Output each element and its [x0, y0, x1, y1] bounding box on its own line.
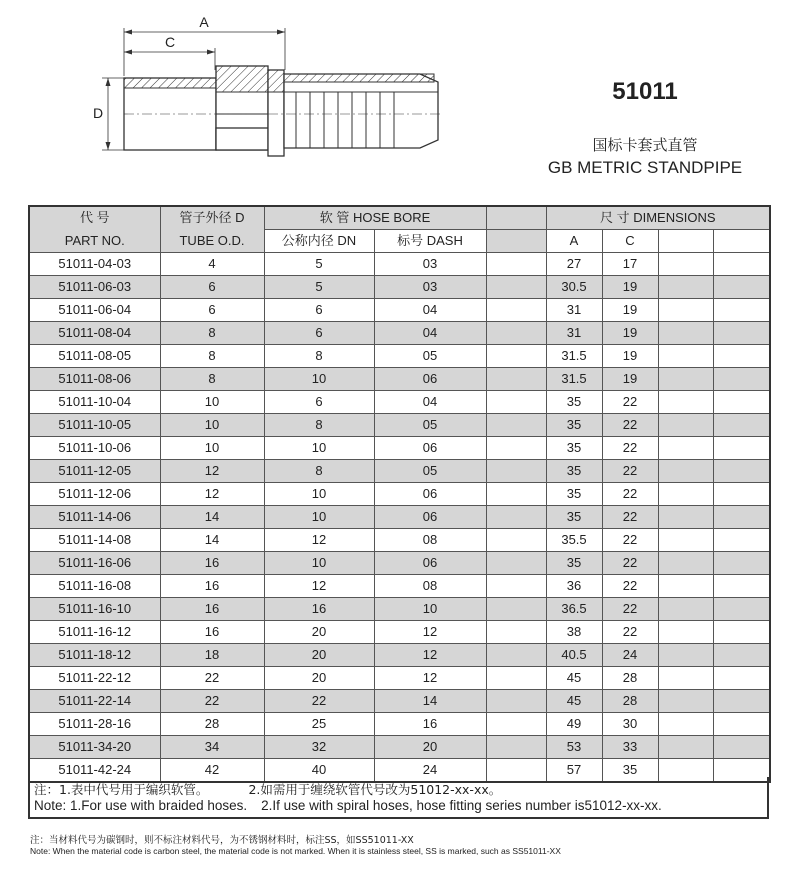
cell-part: 51011-10-04	[29, 391, 160, 414]
cell-dn: 20	[264, 644, 374, 667]
cell-tube: 8	[160, 368, 264, 391]
table-row	[29, 621, 770, 644]
dim-d-label: D	[92, 105, 104, 121]
cell-dash: 12	[374, 621, 486, 644]
cell-a: 45	[546, 690, 602, 713]
cell-tube: 42	[160, 759, 264, 783]
cell-dn: 12	[264, 575, 374, 598]
cell-empty	[658, 368, 713, 391]
cell-empty	[486, 621, 546, 644]
cell-dn: 8	[264, 460, 374, 483]
cell-c: 19	[602, 345, 658, 368]
cell-empty	[486, 345, 546, 368]
cell-empty	[486, 391, 546, 414]
cell-empty	[713, 621, 770, 644]
cell-c: 19	[602, 299, 658, 322]
cell-dash: 04	[374, 299, 486, 322]
header-code-en: PART NO.	[29, 230, 160, 253]
cell-dash: 06	[374, 483, 486, 506]
header-dim-a: A	[546, 230, 602, 253]
cell-c: 22	[602, 460, 658, 483]
cell-tube: 18	[160, 644, 264, 667]
cell-dn: 8	[264, 414, 374, 437]
cell-c: 28	[602, 690, 658, 713]
cell-empty	[658, 621, 713, 644]
cell-dn: 10	[264, 552, 374, 575]
dim-a-label: A	[199, 14, 209, 30]
cell-c: 22	[602, 598, 658, 621]
cell-a: 35	[546, 460, 602, 483]
cell-c: 19	[602, 322, 658, 345]
cell-empty	[713, 506, 770, 529]
cell-a: 35	[546, 506, 602, 529]
cell-empty	[713, 391, 770, 414]
cell-dn: 6	[264, 391, 374, 414]
cell-dn: 10	[264, 437, 374, 460]
cell-dash: 20	[374, 736, 486, 759]
fitting-drawing	[0, 0, 520, 200]
cell-empty	[713, 667, 770, 690]
header-dimensions: 尺 寸 DIMENSIONS	[546, 206, 770, 230]
cell-empty	[658, 713, 713, 736]
cell-empty	[658, 690, 713, 713]
cell-part: 51011-16-12	[29, 621, 160, 644]
cell-empty	[658, 391, 713, 414]
table-row	[29, 414, 770, 437]
cell-empty	[658, 598, 713, 621]
cell-dash: 08	[374, 575, 486, 598]
cell-a: 49	[546, 713, 602, 736]
cell-dn: 20	[264, 667, 374, 690]
cell-dash: 06	[374, 368, 486, 391]
table-row	[29, 529, 770, 552]
cell-empty	[713, 575, 770, 598]
cell-empty	[713, 552, 770, 575]
cell-tube: 12	[160, 483, 264, 506]
cell-empty	[486, 276, 546, 299]
cell-c: 17	[602, 253, 658, 276]
cell-dash: 12	[374, 667, 486, 690]
cell-tube: 8	[160, 345, 264, 368]
cell-c: 19	[602, 368, 658, 391]
cell-dn: 10	[264, 506, 374, 529]
cell-empty	[486, 552, 546, 575]
cell-part: 51011-16-06	[29, 552, 160, 575]
cell-empty	[486, 598, 546, 621]
cell-empty	[713, 322, 770, 345]
cell-tube: 16	[160, 598, 264, 621]
cell-empty	[658, 506, 713, 529]
header-blank-2	[486, 230, 546, 253]
cell-a: 45	[546, 667, 602, 690]
note-en-1: Note: 1.For use with braided hoses.	[34, 798, 248, 813]
cell-dash: 04	[374, 391, 486, 414]
cell-empty	[713, 299, 770, 322]
cell-dn: 40	[264, 759, 374, 783]
cell-c: 22	[602, 506, 658, 529]
cell-a: 30.5	[546, 276, 602, 299]
cell-a: 53	[546, 736, 602, 759]
cell-part: 51011-42-24	[29, 759, 160, 783]
header-blank	[486, 206, 546, 230]
title-english: GB METRIC STANDPIPE	[547, 158, 743, 177]
cell-empty	[486, 529, 546, 552]
cell-dn: 10	[264, 483, 374, 506]
cell-dn: 10	[264, 368, 374, 391]
cell-c: 22	[602, 529, 658, 552]
cell-empty	[713, 644, 770, 667]
cell-c: 28	[602, 667, 658, 690]
table-row	[29, 391, 770, 414]
header-row-2	[29, 230, 770, 253]
cell-tube: 16	[160, 552, 264, 575]
cell-empty	[658, 276, 713, 299]
header-blank-4	[713, 230, 770, 253]
cell-empty	[658, 437, 713, 460]
cell-empty	[713, 276, 770, 299]
cell-c: 22	[602, 552, 658, 575]
cell-empty	[486, 644, 546, 667]
cell-empty	[713, 253, 770, 276]
footer-note-chinese: 注：当材料代号为碳钢时，则不标注材料代号，为不锈钢材料时，标注SS，如SS51011-XX	[30, 835, 414, 846]
cell-empty	[486, 506, 546, 529]
cell-part: 51011-16-08	[29, 575, 160, 598]
cell-tube: 10	[160, 391, 264, 414]
cell-c: 19	[602, 276, 658, 299]
specification-table	[28, 205, 771, 783]
cell-part: 51011-06-04	[29, 299, 160, 322]
table-row	[29, 299, 770, 322]
cell-empty	[486, 575, 546, 598]
cell-empty	[658, 345, 713, 368]
cell-dash: 06	[374, 552, 486, 575]
table-row	[29, 253, 770, 276]
cell-a: 31	[546, 299, 602, 322]
cell-part: 51011-34-20	[29, 736, 160, 759]
cell-empty	[713, 437, 770, 460]
cell-part: 51011-12-06	[29, 483, 160, 506]
cell-tube: 10	[160, 414, 264, 437]
table-row	[29, 713, 770, 736]
table-row	[29, 460, 770, 483]
cell-dn: 6	[264, 322, 374, 345]
cell-part: 51011-08-06	[29, 368, 160, 391]
cell-tube: 16	[160, 621, 264, 644]
header-hose-bore: 软 管 HOSE BORE	[264, 206, 486, 230]
cell-empty	[486, 460, 546, 483]
cell-tube: 8	[160, 322, 264, 345]
cell-empty	[713, 460, 770, 483]
cell-dash: 03	[374, 276, 486, 299]
cell-a: 40.5	[546, 644, 602, 667]
cell-empty	[486, 667, 546, 690]
header-row-1	[29, 206, 770, 230]
cell-part: 51011-06-03	[29, 276, 160, 299]
cell-part: 51011-08-05	[29, 345, 160, 368]
cell-a: 35	[546, 483, 602, 506]
cell-c: 22	[602, 437, 658, 460]
cell-c: 22	[602, 621, 658, 644]
table-row	[29, 322, 770, 345]
cell-dn: 32	[264, 736, 374, 759]
title-chinese: 国标卡套式直管	[592, 136, 698, 154]
cell-a: 27	[546, 253, 602, 276]
header-dn: 公称内径 DN	[264, 230, 374, 253]
cell-empty	[713, 368, 770, 391]
cell-dn: 22	[264, 690, 374, 713]
header-code-cn: 代 号	[29, 206, 160, 230]
cell-part: 51011-14-08	[29, 529, 160, 552]
cell-empty	[486, 437, 546, 460]
cell-a: 31.5	[546, 345, 602, 368]
cell-part: 51011-10-05	[29, 414, 160, 437]
cell-empty	[713, 713, 770, 736]
cell-empty	[486, 253, 546, 276]
cell-empty	[658, 644, 713, 667]
cell-a: 35	[546, 414, 602, 437]
cell-part: 51011-18-12	[29, 644, 160, 667]
cell-a: 31	[546, 322, 602, 345]
table-row	[29, 437, 770, 460]
cell-a: 35	[546, 437, 602, 460]
cell-c: 35	[602, 759, 658, 783]
cell-a: 36.5	[546, 598, 602, 621]
cell-empty	[658, 322, 713, 345]
table-row	[29, 575, 770, 598]
cell-a: 35	[546, 391, 602, 414]
cell-empty	[658, 483, 713, 506]
cell-empty	[486, 483, 546, 506]
cell-tube: 16	[160, 575, 264, 598]
cell-tube: 28	[160, 713, 264, 736]
cell-dn: 25	[264, 713, 374, 736]
note-cn-1: 注：1.表中代号用于编织软管。	[34, 782, 209, 797]
cell-empty	[713, 414, 770, 437]
note-cn-2: 2.如需用于缠绕软管代号改为51012-xx-xx。	[248, 782, 502, 797]
cell-dn: 8	[264, 345, 374, 368]
table-row	[29, 345, 770, 368]
cell-tube: 22	[160, 690, 264, 713]
cell-dash: 16	[374, 713, 486, 736]
cell-empty	[658, 667, 713, 690]
cell-tube: 22	[160, 667, 264, 690]
cell-c: 22	[602, 575, 658, 598]
header-dash: 标号 DASH	[374, 230, 486, 253]
cell-empty	[658, 529, 713, 552]
cell-empty	[486, 736, 546, 759]
cell-part: 51011-14-06	[29, 506, 160, 529]
cell-dn: 20	[264, 621, 374, 644]
cell-tube: 12	[160, 460, 264, 483]
table-row	[29, 276, 770, 299]
cell-empty	[658, 736, 713, 759]
cell-empty	[658, 299, 713, 322]
cell-tube: 14	[160, 529, 264, 552]
cell-dash: 06	[374, 506, 486, 529]
cell-part: 51011-22-12	[29, 667, 160, 690]
cell-c: 30	[602, 713, 658, 736]
cell-empty	[486, 368, 546, 391]
cell-c: 33	[602, 736, 658, 759]
cell-part: 51011-28-16	[29, 713, 160, 736]
cell-a: 36	[546, 575, 602, 598]
cell-part: 51011-12-05	[29, 460, 160, 483]
note-english	[34, 798, 662, 813]
cell-empty	[658, 253, 713, 276]
cell-dash: 12	[374, 644, 486, 667]
cell-a: 57	[546, 759, 602, 783]
cell-empty	[658, 575, 713, 598]
model-number: 51011	[612, 78, 678, 105]
cell-c: 22	[602, 483, 658, 506]
cell-empty	[486, 690, 546, 713]
cell-dn: 12	[264, 529, 374, 552]
cell-dash: 10	[374, 598, 486, 621]
cell-c: 24	[602, 644, 658, 667]
cell-empty	[713, 529, 770, 552]
table-row	[29, 506, 770, 529]
cell-empty	[713, 345, 770, 368]
cell-tube: 6	[160, 276, 264, 299]
cell-tube: 34	[160, 736, 264, 759]
cell-dash: 04	[374, 322, 486, 345]
cell-part: 51011-16-10	[29, 598, 160, 621]
cell-dn: 6	[264, 299, 374, 322]
note-en-2: 2.If use with spiral hoses, hose fitting series number is51012-xx-xx.	[261, 798, 662, 813]
footer-note-english: Note: When the material code is carbon steel, the material code is not marked. When it is stainless steel, SS is marked, such as SS51011-XX	[30, 846, 561, 856]
cell-dash: 24	[374, 759, 486, 783]
cell-empty	[486, 322, 546, 345]
table-row	[29, 736, 770, 759]
table-row	[29, 483, 770, 506]
cell-dash: 05	[374, 345, 486, 368]
cell-a: 35	[546, 552, 602, 575]
cell-dash: 05	[374, 414, 486, 437]
table-row	[29, 690, 770, 713]
header-blank-3	[658, 230, 713, 253]
cell-c: 22	[602, 414, 658, 437]
cell-empty	[658, 414, 713, 437]
cell-empty	[713, 690, 770, 713]
cell-dash: 06	[374, 437, 486, 460]
cell-c: 22	[602, 391, 658, 414]
cell-dn: 16	[264, 598, 374, 621]
cell-empty	[486, 713, 546, 736]
cell-tube: 10	[160, 437, 264, 460]
cell-part: 51011-22-14	[29, 690, 160, 713]
cell-dash: 14	[374, 690, 486, 713]
cell-empty	[713, 736, 770, 759]
cell-empty	[658, 552, 713, 575]
cell-dash: 08	[374, 529, 486, 552]
cell-dash: 03	[374, 253, 486, 276]
table-row	[29, 644, 770, 667]
cell-part: 51011-08-04	[29, 322, 160, 345]
cell-part: 51011-04-03	[29, 253, 160, 276]
cell-tube: 14	[160, 506, 264, 529]
header-tube-cn: 管子外径 D	[160, 206, 264, 230]
cell-dn: 5	[264, 276, 374, 299]
dim-c-label: C	[164, 34, 176, 50]
header-dim-c: C	[602, 230, 658, 253]
cell-empty	[486, 414, 546, 437]
table-row	[29, 552, 770, 575]
cell-dash: 05	[374, 460, 486, 483]
cell-tube: 6	[160, 299, 264, 322]
cell-empty	[658, 460, 713, 483]
table-row	[29, 598, 770, 621]
cell-empty	[713, 598, 770, 621]
cell-part: 51011-10-06	[29, 437, 160, 460]
cell-a: 31.5	[546, 368, 602, 391]
cell-a: 35.5	[546, 529, 602, 552]
cell-empty	[713, 483, 770, 506]
cell-empty	[486, 299, 546, 322]
header-tube-en: TUBE O.D.	[160, 230, 264, 253]
table-row	[29, 667, 770, 690]
cell-tube: 4	[160, 253, 264, 276]
note-chinese	[34, 780, 501, 798]
cell-a: 38	[546, 621, 602, 644]
table-row	[29, 368, 770, 391]
cell-dn: 5	[264, 253, 374, 276]
